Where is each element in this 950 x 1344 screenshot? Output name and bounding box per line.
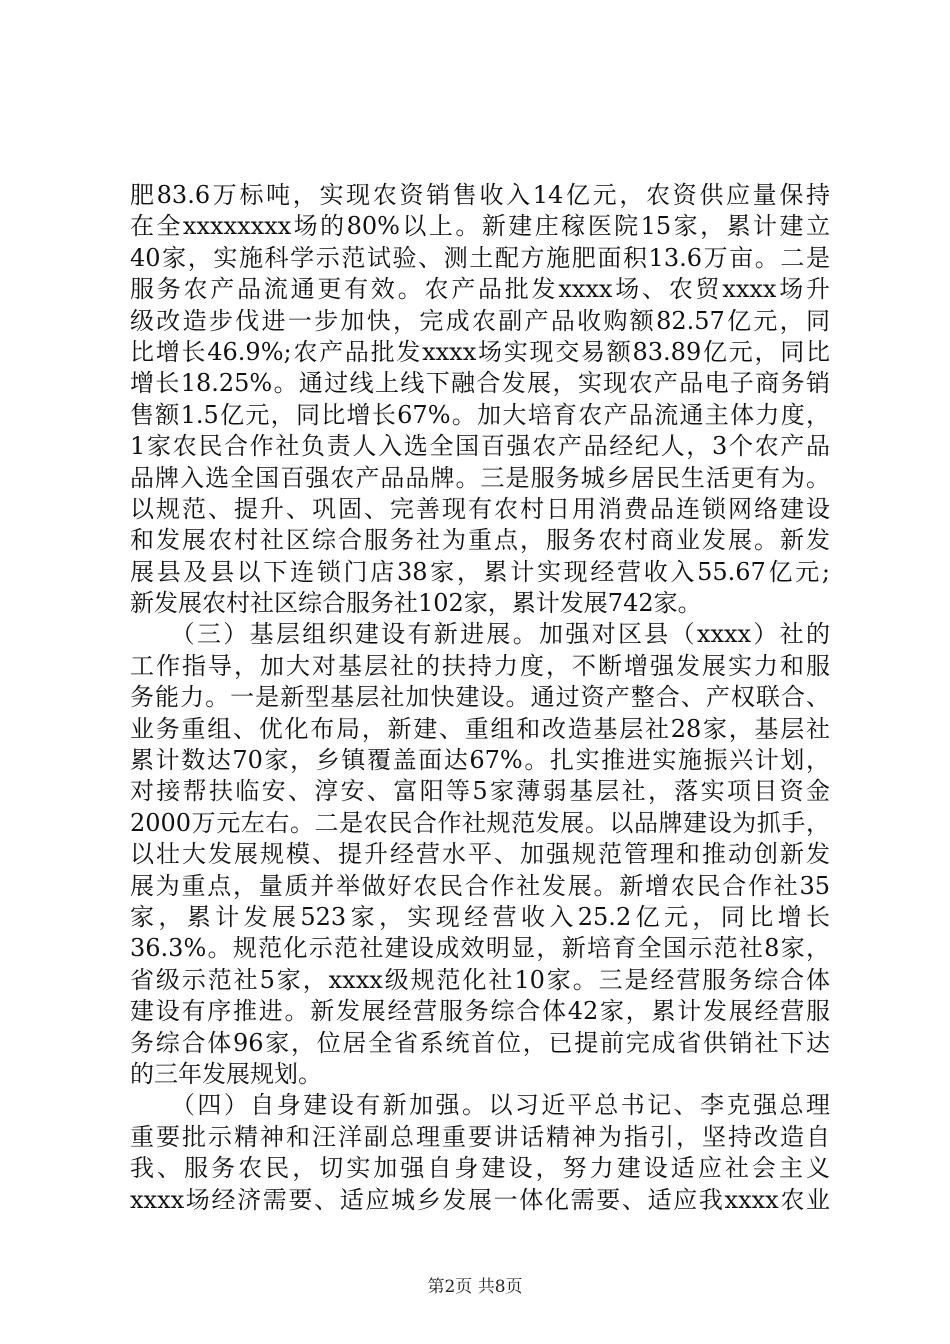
text-line: （三）基层组织建设有新进展。加强对区县（xxxx）社的 (130, 620, 830, 649)
text-line: 2000万元左右。二是农民合作社规范发展。以品牌建设为抓手， (130, 808, 830, 837)
text-line: 增长18.25%。通过线上线下融合发展，实现农产品电子商务销 (130, 369, 830, 398)
text-line: 业务重组、优化布局，新建、重组和改造基层社28家，基层社 (130, 714, 830, 743)
text-line: 务能力。一是新型基层社加快建设。通过资产整合、产权联合、 (130, 683, 830, 712)
text-line: 展县及县以下连锁门店38家，累计实现经营收入55.67亿元; (130, 557, 830, 586)
text-line: 对接帮扶临安、淳安、富阳等5家薄弱基层社，落实项目资金 (130, 777, 830, 806)
text-line: 建设有序推进。新发展经营服务综合体42家，累计发展经营服 (130, 997, 830, 1026)
text-line: 40家，实施科学示范试验、测土配方施肥面积13.6万亩。二是 (130, 243, 830, 272)
text-line: 以规范、提升、巩固、完善现有农村日用消费品连锁网络建设 (130, 494, 830, 523)
text-line: 以壮大发展规模、提升经营水平、加强规范管理和推动创新发 (130, 840, 830, 869)
text-line: 重要批示精神和汪洋副总理重要讲话精神为指引，坚持改造自 (130, 1122, 830, 1151)
text-line: 肥83.6万标吨，实现农资销售收入14亿元，农资供应量保持 (130, 181, 830, 209)
text-line: 级改造步伐进一步加快，完成农副产品收购额82.57亿元，同 (130, 306, 830, 335)
text-line: 家，累计发展523家，实现经营收入25.2亿元，同比增长 (130, 902, 830, 931)
text-line: 比增长46.9%;农产品批发xxxx场实现交易额83.89亿元，同比 (130, 337, 830, 366)
text-line: 累计数达70家，乡镇覆盖面达67%。扎实推进实施振兴计划， (130, 746, 830, 775)
text-line: 展为重点，量质并举做好农民合作社发展。新增农民合作社35 (130, 871, 830, 900)
text-line: 36.3%。规范化示范社建设成效明显，新培育全国示范社8家， (130, 934, 830, 963)
text-line: 务综合体96家，位居全省系统首位，已提前完成省供销社下达 (130, 1028, 830, 1057)
page-number: 第2页 共8页 (427, 1277, 523, 1297)
text-line: 新发展农村社区综合服务社102家，累计发展742家。 (130, 589, 702, 618)
text-line: 品牌入选全国百强农产品品牌。三是服务城乡居民生活更有为。 (130, 463, 830, 492)
text-line: 的三年发展规划。 (130, 1059, 322, 1088)
text-line: xxxx场经济需要、适应城乡发展一体化需要、适应我xxxx农业 (130, 1185, 830, 1214)
body-text (130, 180, 830, 1216)
text-line: 和发展农村社区综合服务社为重点，服务农村商业发展。新发 (130, 526, 830, 555)
text-line: （四）自身建设有新加强。以习近平总书记、李克强总理 (130, 1091, 830, 1120)
text-line: 在全xxxxxxxx场的80%以上。新建庄稼医院15家，累计建立 (130, 212, 830, 241)
text-line: 服务农产品流通更有效。农产品批发xxxx场、农贸xxxx场升 (130, 275, 830, 304)
text-line: 1家农民合作社负责人入选全国百强农产品经纪人，3个农产品 (130, 432, 830, 461)
text-line: 省级示范社5家，xxxx级规范化社10家。三是经营服务综合体 (130, 965, 830, 994)
text-line: 我、服务农民，切实加强自身建设，努力建设适应社会主义 (130, 1154, 830, 1183)
text-line: 工作指导，加大对基层社的扶持力度，不断增强发展实力和服 (130, 651, 830, 680)
text-line: 售额1.5亿元，同比增长67%。加大培育农产品流通主体力度， (130, 400, 830, 429)
